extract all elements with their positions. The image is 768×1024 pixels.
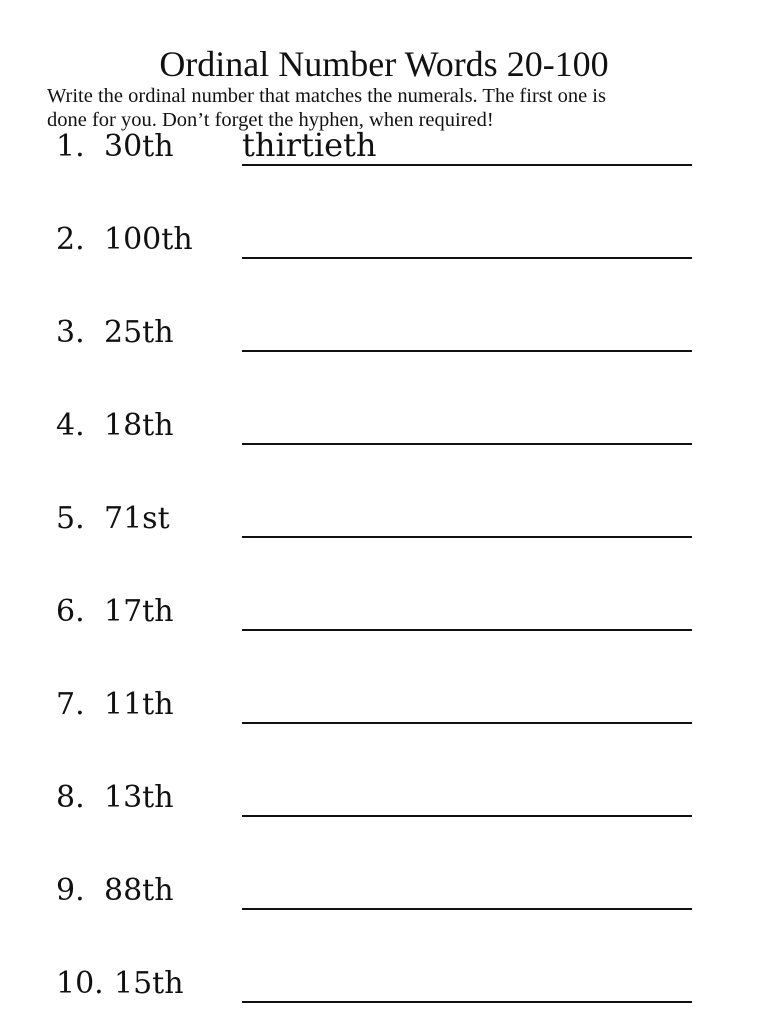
item-number: 2. xyxy=(56,222,85,257)
list-item xyxy=(0,500,768,556)
list-item xyxy=(0,314,768,370)
answer-line[interactable] xyxy=(242,536,692,538)
item-number: 9. xyxy=(56,873,85,908)
answer-line[interactable] xyxy=(242,164,692,166)
answer-line[interactable] xyxy=(242,629,692,631)
item-ordinal: 11th xyxy=(104,687,174,722)
item-ordinal: 30th xyxy=(104,129,174,164)
answer-text: thirtieth xyxy=(242,126,377,164)
item-ordinal: 18th xyxy=(104,408,174,443)
answer-line[interactable] xyxy=(242,722,692,724)
answer-line[interactable] xyxy=(242,257,692,259)
item-ordinal: 100th xyxy=(104,222,193,257)
item-ordinal: 17th xyxy=(104,594,174,629)
answer-line[interactable] xyxy=(242,350,692,352)
instructions-line-2: done for you. Don’t forget the hyphen, when required! xyxy=(47,109,494,131)
item-number: 3. xyxy=(56,315,85,350)
item-number: 7. xyxy=(56,687,85,722)
list-item xyxy=(0,686,768,742)
list-item xyxy=(0,965,768,1021)
answer-line[interactable] xyxy=(242,908,692,910)
answer-line[interactable] xyxy=(242,815,692,817)
item-ordinal: 13th xyxy=(104,780,174,815)
answer-line[interactable] xyxy=(242,1001,692,1003)
list-item xyxy=(0,221,768,277)
item-ordinal: 88th xyxy=(104,873,174,908)
list-item xyxy=(0,128,768,184)
instructions-line-1: Write the ordinal number that matches the numerals. The first one is xyxy=(47,85,606,107)
item-number: 8. xyxy=(56,780,85,815)
item-ordinal: 71st xyxy=(104,501,170,536)
list-item xyxy=(0,872,768,928)
item-number: 10. xyxy=(56,966,104,1001)
page-title: Ordinal Number Words 20-100 xyxy=(159,44,609,84)
item-ordinal: 15th xyxy=(114,966,184,1001)
list-item xyxy=(0,407,768,463)
item-ordinal: 25th xyxy=(104,315,174,350)
list-item xyxy=(0,779,768,835)
answer-line[interactable] xyxy=(242,443,692,445)
item-number: 6. xyxy=(56,594,85,629)
instructions xyxy=(47,84,727,132)
list-item xyxy=(0,593,768,649)
item-number: 4. xyxy=(56,408,85,443)
item-number: 1. xyxy=(56,129,85,164)
item-number: 5. xyxy=(56,501,85,536)
